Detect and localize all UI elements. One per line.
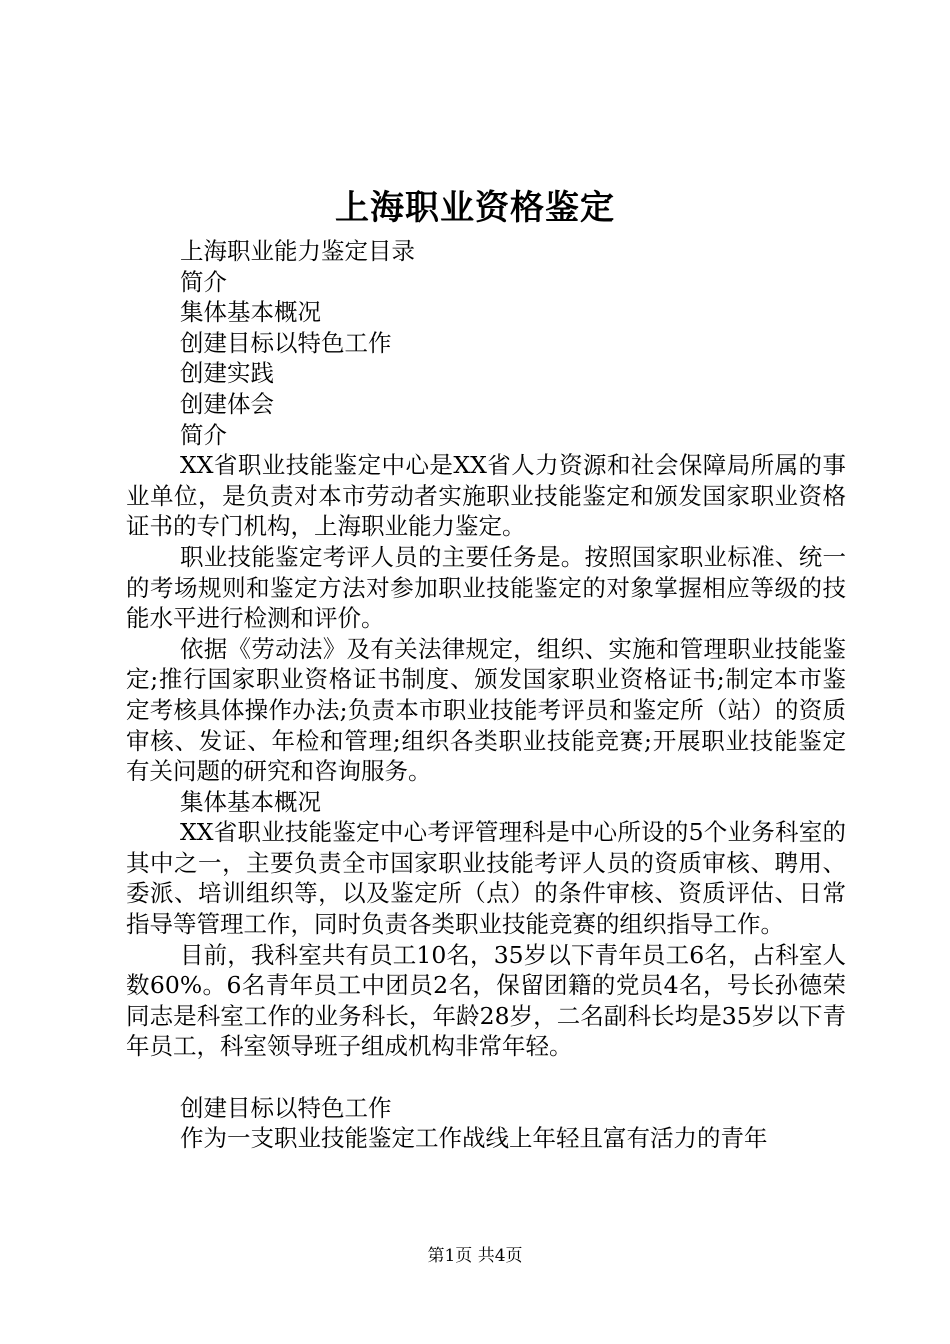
- basic-paragraph-1: XX省职业技能鉴定中心考评管理科是中心所设的5个业务科室的其中之一，主要负责全市国家职业技能考评人员的资质审核、聘用、委派、培训组织等，以及鉴定所（点）的条件审核、资质评估、日常指导等管理工作，同时负责各类职业技能竞赛的组织指导工作。: [126, 818, 846, 939]
- intro-paragraph-1: XX省职业技能鉴定中心是XX省人力资源和社会保障局所属的事业单位，是负责对本市劳动者实施职业技能鉴定和颁发国家职业资格证书的专门机构，上海职业能力鉴定。: [126, 451, 846, 541]
- basic-paragraph-2: 目前，我科室共有员工10名，35岁以下青年员工6名，占科室人数60%。6名青年员工中团员2名，保留团籍的党员4名，号长孙德荣同志是科室工作的业务科长，年龄28岁，二名副科长均是35岁以下青年员工，科室领导班子组成机构非常年轻。: [126, 940, 846, 1061]
- toc-heading: 上海职业能力鉴定目录: [180, 237, 415, 265]
- page-footer: 第1页 共4页: [427, 1246, 523, 1266]
- intro-paragraph-3: 依据《劳动法》及有关法律规定，组织、实施和管理职业技能鉴定;推行国家职业资格证书制度、颁发国家职业资格证书;制定本市鉴定考核具体操作办法;负责本市职业技能考评员和鉴定所（站）的资质审核、发证、年检和管理;组织各类职业技能竞赛;开展职业技能鉴定有关问题的研究和咨询服务。: [126, 634, 846, 786]
- section-heading-intro: 简介: [180, 420, 227, 449]
- toc-item-intro: 简介: [180, 267, 227, 296]
- toc-item-goal: 创建目标以特色工作: [180, 328, 392, 357]
- document-body: [126, 236, 846, 1154]
- toc-item-experience: 创建体会: [180, 389, 274, 418]
- toc-item-basic: 集体基本概况: [180, 298, 321, 327]
- document-title: 上海职业资格鉴定: [335, 188, 615, 228]
- toc-item-practice: 创建实践: [180, 359, 274, 388]
- intro-paragraph-2: 职业技能鉴定考评人员的主要任务是。按照国家职业标准、统一的考场规则和鉴定方法对参加职业技能鉴定的对象掌握相应等级的技能水平进行检测和评价。: [126, 542, 846, 633]
- paragraph-spacer: [126, 1062, 846, 1093]
- goal-paragraph-1: 作为一支职业技能鉴定工作战线上年轻且富有活力的青年: [180, 1124, 768, 1153]
- section-heading-basic: 集体基本概况: [180, 787, 321, 816]
- section-heading-goal: 创建目标以特色工作: [180, 1093, 392, 1122]
